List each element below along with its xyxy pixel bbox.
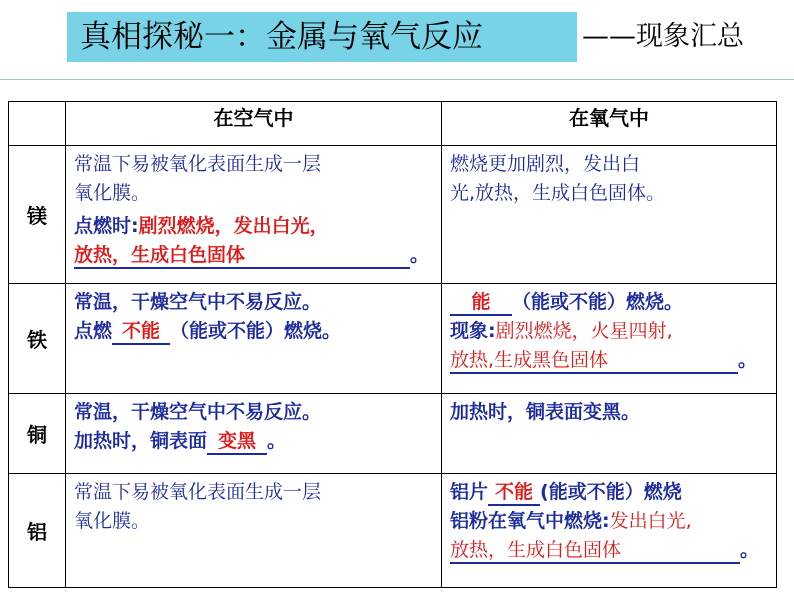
answer-blank xyxy=(112,319,170,345)
header-empty xyxy=(9,102,66,146)
cell-text: 铝粉在氧气中燃烧 xyxy=(450,510,603,532)
table-row xyxy=(9,146,777,284)
summary-table xyxy=(8,101,777,588)
cell-text: 。 xyxy=(738,349,758,371)
cell-text: 现象 xyxy=(450,320,489,342)
answer-text: 不能 xyxy=(122,320,161,342)
answer-blank xyxy=(207,429,267,455)
cell-oxygen xyxy=(442,146,777,284)
table-row xyxy=(9,394,777,474)
cell-oxygen xyxy=(442,284,777,394)
answer-text: 放热，生成白色固体 xyxy=(74,244,246,266)
cell-text: 加热时，铜表面 xyxy=(74,430,208,452)
page-subtitle: ——现象汇总 xyxy=(582,21,744,52)
cell-air xyxy=(66,394,442,474)
answer-text: 能 xyxy=(471,291,491,313)
table-header-row xyxy=(9,102,777,146)
cell-text: 点燃 xyxy=(74,320,113,342)
metal-name: 铁 xyxy=(9,284,66,394)
cell-air xyxy=(66,146,442,284)
cell-text: : xyxy=(131,215,139,237)
cell-air xyxy=(66,474,442,588)
answer-text: 剧烈燃烧，火星四射, xyxy=(495,320,673,342)
metal-name: 铜 xyxy=(9,394,66,474)
cell-text: 燃烧更加剧烈，发出白 xyxy=(450,153,641,175)
cell-text: （能或不能）燃烧。 xyxy=(170,320,342,342)
cell-text: 氧化膜。 xyxy=(74,510,151,532)
answer-text: 变黑 xyxy=(218,430,257,452)
answer-text: 剧烈燃烧，发出白光， xyxy=(138,215,329,237)
answer-text: 放热，生成白色固体 xyxy=(450,539,622,561)
cell-text: 。 xyxy=(410,244,430,266)
metal-name: 镁 xyxy=(9,146,66,284)
cell-text: 。 xyxy=(267,430,287,452)
table-row xyxy=(9,474,777,588)
cell-air xyxy=(66,284,442,394)
cell-text: : xyxy=(602,510,610,532)
cell-text: 加热时，铜表面变黑。 xyxy=(450,401,641,423)
cell-text: 氧化膜。 xyxy=(74,182,151,204)
metal-name: 铝 xyxy=(9,474,66,588)
answer-blank xyxy=(450,290,512,316)
divider-line xyxy=(0,79,794,80)
cell-text: 常温下易被氧化表面生成一层 xyxy=(74,481,322,503)
answer-blank xyxy=(74,243,410,269)
answer-text: 不能 xyxy=(495,481,534,503)
cell-text: 铝片 xyxy=(450,481,489,503)
cell-oxygen xyxy=(442,394,777,474)
cell-text: 点燃时 xyxy=(74,215,132,237)
cell-text: 常温下易被氧化表面生成一层 xyxy=(74,153,322,175)
answer-blank xyxy=(488,480,540,506)
cell-text: 。 xyxy=(740,539,760,561)
cell-text: 常温，干燥空气中不易反应。 xyxy=(74,291,322,313)
answer-blank xyxy=(450,348,738,374)
header-oxygen: 在氧气中 xyxy=(442,102,777,146)
header-air: 在空气中 xyxy=(66,102,442,146)
cell-text: 光,放热，生成白色固体。 xyxy=(450,182,666,204)
page-title: 真相探秘一：金属与氧气反应 xyxy=(80,19,483,55)
cell-oxygen xyxy=(442,474,777,588)
answer-text: 发出白光, xyxy=(609,510,692,532)
cell-text: （能或不能）燃烧。 xyxy=(512,291,684,313)
answer-blank xyxy=(450,538,740,564)
cell-text: : xyxy=(488,320,496,342)
answer-text: 放热,生成黑色固体 xyxy=(450,349,609,371)
table-row xyxy=(9,284,777,394)
cell-text: (能或不能）燃烧 xyxy=(540,481,682,503)
cell-text: 常温，干燥空气中不易反应。 xyxy=(74,401,322,423)
